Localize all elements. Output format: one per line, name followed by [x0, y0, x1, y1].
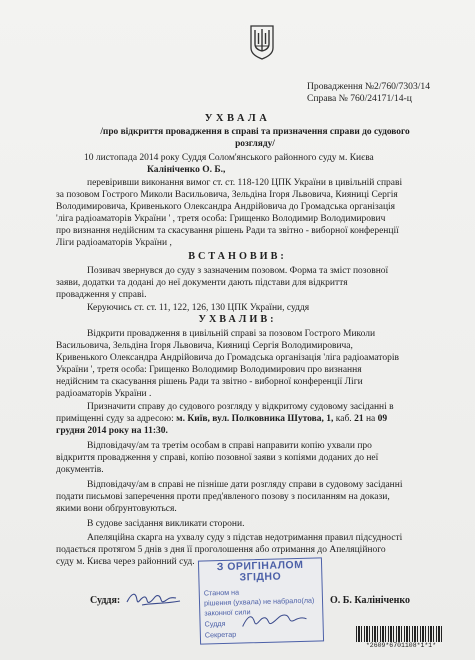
objection-line-1: Відповідачу/ам в справі не пізніше дати розгляду справи в судовому засіданні: [87, 480, 403, 490]
appeal-line-1: Апеляційна скарга на ухвалу суду з підстав недотримання правил підсудності: [87, 533, 403, 543]
heading-ruled: УХВАЛИВ:: [198, 314, 277, 325]
signer-name: О. Б. Калініченко: [330, 595, 410, 606]
judge-name: Калініченко О. Б.,: [147, 165, 226, 175]
ruling-line-3: Кривенького Олександра Андрійовича до Громадська організація 'ліга радіоаматорів: [56, 353, 399, 363]
date-line: 10 листопада 2014 року Суддя Солом'янського районного суду м. Києва: [84, 153, 374, 163]
proceeding-number: Провадження №2/760/7303/14: [307, 81, 431, 92]
ruling-line-6: радіоаматорів України .: [56, 389, 152, 399]
legal-basis-line: Керуючись ст. ст. 11, 122, 126, 130 ЦПК України, суддя: [87, 303, 310, 313]
coat-of-arms-trident-icon: [249, 24, 275, 60]
certified-copy-stamp: [198, 557, 324, 644]
stamp-row-judge: Суддя: [204, 618, 226, 629]
objection-line-2: подати письмові заперечення проти пред'явленого позову з посиланням на докази,: [56, 492, 390, 502]
established-line-1: Позивач звернувся до суду з зазначеним позовом. Форма та зміст позовної: [87, 266, 389, 276]
document-subtitle: /про відкриття провадження в справі та призначення справи до судового розгляду/: [100, 127, 410, 149]
intro-line-6: Ліги радіоаматорів України ,: [56, 238, 172, 248]
judge-label: Суддя:: [90, 595, 121, 606]
hearing-line-1: Призначити справу до судового розгляду у відкритому судовому засіданні в: [87, 402, 394, 412]
case-numbers: [307, 81, 430, 105]
hearing-line-2: приміщенні суду за адресою: м. Київ, вул. Полковника Шутова, 1, каб. 21 на 09: [56, 414, 388, 424]
heading-established: ВСТАНОВИВ:: [188, 251, 287, 262]
courtroom-number: 21: [354, 414, 364, 424]
ruling-line-5: недійсним та скасування рішень Ради та звітно - виборної конференції Ліги: [56, 377, 363, 387]
stamp-signature: [238, 605, 311, 637]
intro-line-5: про визнання недійсним та скасування рішень Ради та звітно - виборної конференції: [56, 226, 399, 236]
document-barcode: [356, 626, 442, 642]
established-line-2: заяви, додатки та додані до неї документи дають підстави для відкриття: [56, 278, 348, 288]
ruling-line-4: України ', третя особа: Грищенко Володимир Володимирович про визнання: [56, 365, 362, 375]
intro-line-4: 'ліга радіоаматорів України ' , третя особа: Грищенко Володимир Володимирович: [56, 214, 386, 224]
ruling-line-2: Васильовича, Зельдіна Ігоря Львовича, Кияниці Сергія Володимировича,: [56, 341, 353, 351]
document-title: УХВАЛА: [204, 113, 271, 124]
hearing-date-time: грудня 2014 року на 11:30.: [56, 426, 168, 436]
handwritten-signature: [124, 588, 184, 610]
stamp-row-as-of: Станом на: [203, 587, 240, 598]
case-number: Справа № 760/24171/14-ц: [307, 93, 412, 104]
stamp-title: З ОРИГІНАЛОМ ЗГІДНО: [216, 558, 304, 584]
appeal-line-2: подається протягом 5 днів з дня її проголошення або отримання до Апеляційного: [56, 545, 386, 555]
appeal-line-3: суду м. Києва через районний суд.: [56, 557, 195, 567]
summons-line: В судове засідання викликати сторони.: [87, 519, 245, 529]
objection-line-3: якими вони обґрунтовуються.: [56, 504, 177, 514]
notice-line-1: Відповідачу/ам та третім особам в справі направити копію ухвали про: [87, 441, 372, 451]
intro-line-3: Володимировича, Кривенького Олександра Андрійовича до Громадська організація: [56, 202, 396, 212]
notice-line-3: документів.: [56, 465, 104, 475]
hearing-day: 09: [377, 414, 388, 424]
ruling-line-1: Відкрити провадження в цивільній справі за позовом Гострого Миколи: [87, 329, 376, 339]
court-address: м. Київ, вул. Полковника Шутова, 1,: [176, 414, 334, 424]
notice-line-2: відкриття провадження у справі, копію позовної заяви з копіями доданих до неї: [56, 453, 379, 463]
stamp-row-secretary: Секретар: [204, 629, 237, 640]
intro-line-2: за позовом Гострого Миколи Васильовича, Зельдіна Ігоря Львовича, Кияниці Сергія: [56, 190, 398, 200]
established-line-3: провадження у справі.: [56, 290, 147, 300]
barcode-text: *2609*6701108*1*1*: [365, 642, 437, 649]
stamp-row-ruling-status: рішення (ухвала) не набрало(ла): [203, 595, 315, 608]
stamp-row-legal-force: законної сили: [204, 607, 251, 618]
intro-line-1: перевіривши виконання вимог ст. ст. 118-120 ЦПК України в цивільній справі: [87, 178, 403, 188]
